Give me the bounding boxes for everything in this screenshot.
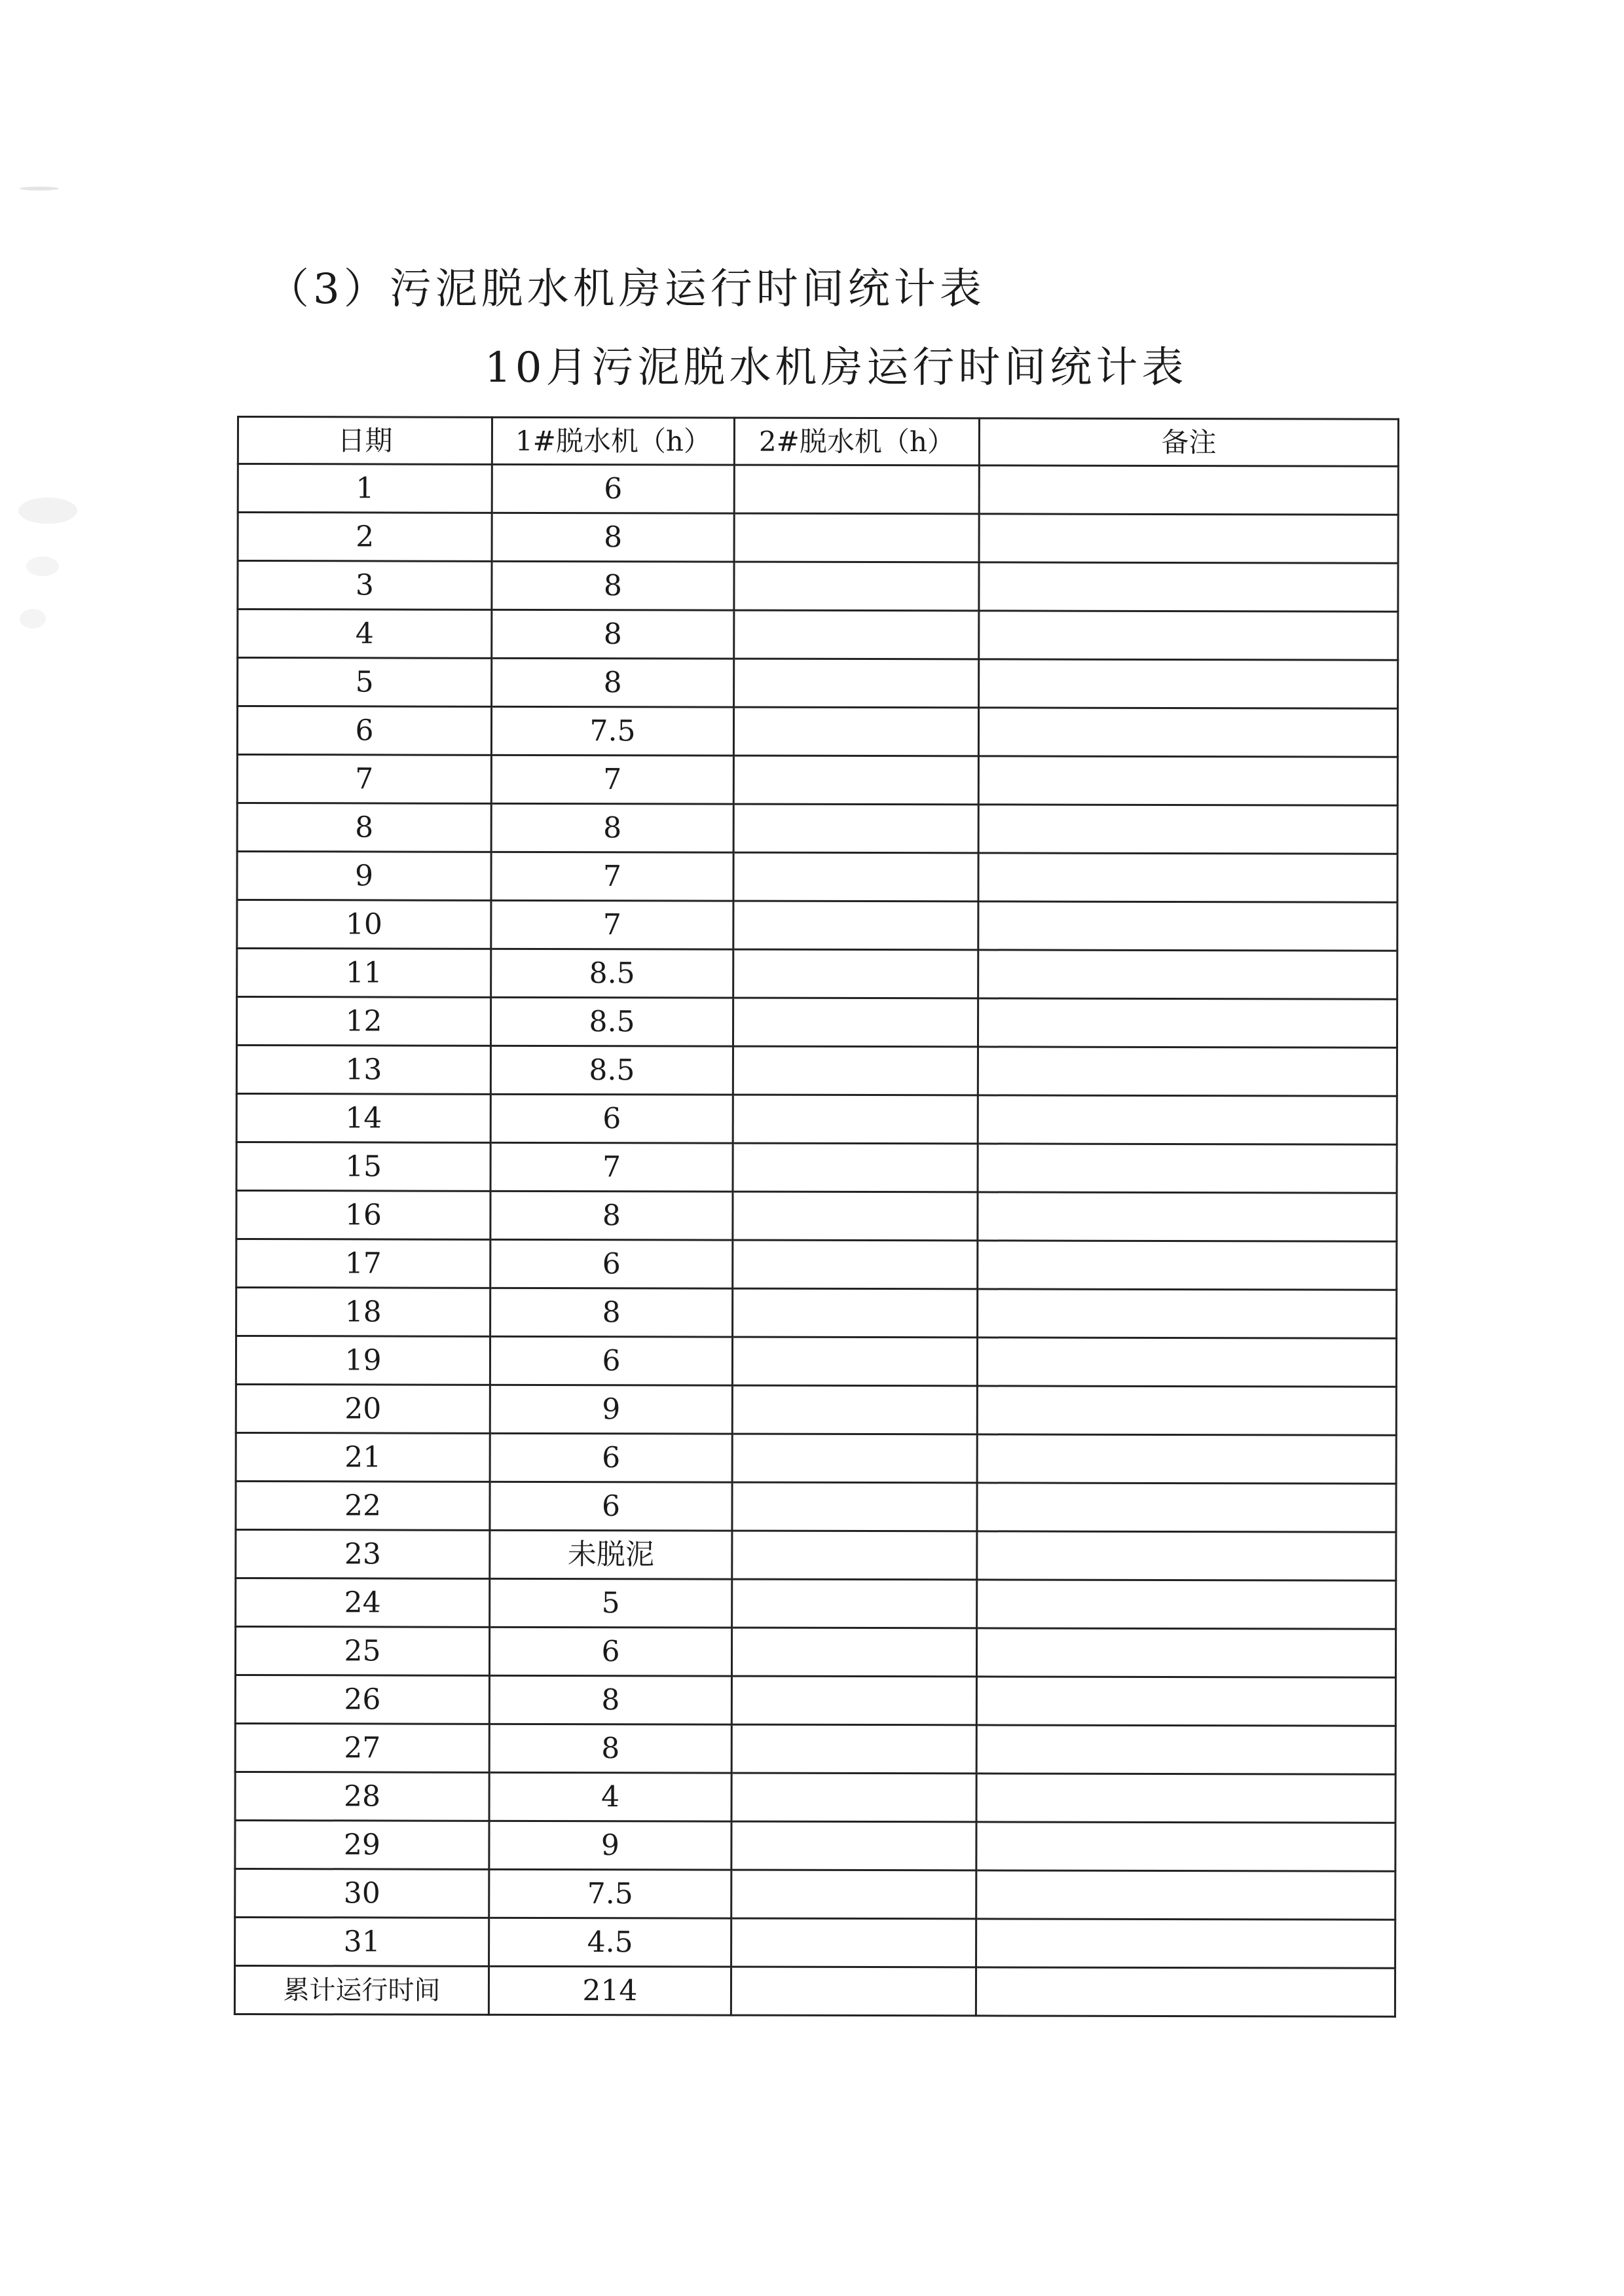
cell-machine-2 xyxy=(732,1482,977,1531)
cell-machine-2 xyxy=(733,998,978,1047)
cell-machine-2 xyxy=(733,949,978,998)
cell-note xyxy=(978,950,1397,999)
cell-note xyxy=(978,805,1397,854)
cell-machine-1: 7.5 xyxy=(489,1869,731,1918)
cell-machine-1: 6 xyxy=(490,1239,733,1288)
header-machine-1: 1#脱水机（h） xyxy=(492,417,734,465)
table-row xyxy=(237,949,1397,1000)
cell-date: 28 xyxy=(235,1772,489,1821)
table-row xyxy=(238,513,1398,564)
cell-machine-1: 6 xyxy=(492,464,734,513)
cell-machine-2 xyxy=(733,756,978,805)
cell-date: 8 xyxy=(237,803,491,852)
cell-note xyxy=(979,514,1398,563)
cell-note xyxy=(977,1483,1396,1532)
table-row xyxy=(235,1820,1395,1871)
table-row xyxy=(238,610,1398,661)
cell-machine-1: 8 xyxy=(492,513,734,562)
cell-machine-1: 8 xyxy=(489,1724,731,1773)
cell-machine-1: 7 xyxy=(491,900,733,949)
table-row xyxy=(236,997,1397,1048)
table-row xyxy=(236,1432,1396,1484)
table-row xyxy=(236,1578,1396,1629)
cell-machine-2 xyxy=(734,610,979,659)
cell-machine-1: 7 xyxy=(491,755,733,804)
scan-speck xyxy=(18,498,77,524)
table-row xyxy=(236,1191,1397,1242)
cell-note xyxy=(979,465,1398,515)
cell-machine-1: 4 xyxy=(489,1772,731,1821)
cell-machine-2 xyxy=(732,1385,977,1434)
cell-date: 27 xyxy=(235,1723,489,1772)
cell-machine-1: 6 xyxy=(490,1336,732,1385)
cell-machine-1: 9 xyxy=(490,1385,732,1434)
cell-note xyxy=(976,1774,1395,1823)
cell-machine-2 xyxy=(731,1628,976,1677)
table-title: 10月污泥脱水机房运行时间统计表 xyxy=(485,344,1188,392)
cell-note xyxy=(976,1870,1395,1920)
table-row xyxy=(237,706,1397,757)
cell-date: 3 xyxy=(238,561,492,610)
cell-machine-2 xyxy=(733,1192,978,1241)
cell-machine-2 xyxy=(734,562,979,611)
cell-machine-2 xyxy=(731,1773,976,1822)
cell-date: 1 xyxy=(238,464,492,513)
table-row xyxy=(236,1239,1397,1290)
table-row xyxy=(236,1481,1396,1532)
cell-machine-2 xyxy=(733,1240,978,1289)
cell-note xyxy=(979,659,1398,708)
cell-machine-1: 8.5 xyxy=(491,949,733,998)
table-row xyxy=(235,1772,1395,1823)
table-row xyxy=(236,1046,1397,1097)
cell-note xyxy=(978,1289,1397,1338)
cell-note xyxy=(977,1580,1396,1629)
cell-machine-2 xyxy=(731,1724,976,1774)
cell-date: 9 xyxy=(237,852,491,901)
header-machine-2: 2#脱水机（h） xyxy=(734,418,979,465)
cell-note xyxy=(979,562,1398,611)
cell-machine-1: 6 xyxy=(490,1094,733,1143)
cell-machine-2 xyxy=(733,804,978,853)
cell-machine-2 xyxy=(733,1046,978,1095)
table-row xyxy=(236,1336,1396,1387)
cell-note xyxy=(976,1725,1395,1774)
cell-date: 10 xyxy=(237,900,491,949)
header-date: 日期 xyxy=(238,417,492,465)
cell-date: 16 xyxy=(236,1191,490,1240)
cell-date: 2 xyxy=(238,513,492,562)
cell-date: 24 xyxy=(236,1578,490,1627)
cell-machine-2 xyxy=(731,1821,976,1870)
cell-machine-1: 8.5 xyxy=(490,997,733,1046)
cell-machine-2 xyxy=(732,1337,977,1386)
cell-machine-2 xyxy=(734,465,979,514)
table-header-row xyxy=(238,417,1398,467)
cell-machine-2 xyxy=(733,852,978,902)
cell-machine-1: 8 xyxy=(490,1288,733,1337)
cell-date: 6 xyxy=(237,706,491,756)
cell-date: 15 xyxy=(236,1142,490,1192)
cell-date: 19 xyxy=(236,1336,490,1385)
cell-machine-2 xyxy=(732,1579,977,1628)
table-body xyxy=(235,464,1399,1969)
table-row xyxy=(235,1917,1395,1968)
cell-date: 22 xyxy=(236,1481,490,1530)
cell-note xyxy=(977,1531,1396,1580)
total-note xyxy=(976,1967,1395,2016)
cell-machine-2 xyxy=(733,707,978,756)
total-row xyxy=(234,1965,1395,2016)
cell-machine-1: 8 xyxy=(492,610,734,659)
cell-note xyxy=(978,756,1397,805)
total-machine-2 xyxy=(731,1967,976,2016)
table-row xyxy=(238,464,1398,515)
cell-machine-1: 未脱泥 xyxy=(490,1530,732,1579)
cell-machine-2 xyxy=(731,1918,976,1967)
cell-note xyxy=(979,611,1398,660)
cell-date: 30 xyxy=(235,1868,489,1918)
table-row xyxy=(236,1142,1397,1194)
cell-note xyxy=(977,1434,1396,1484)
table-row xyxy=(235,1675,1395,1726)
scan-speck xyxy=(20,609,46,629)
cell-note xyxy=(978,708,1397,757)
table-row xyxy=(238,561,1398,612)
cell-machine-1: 7 xyxy=(490,1142,733,1192)
cell-note xyxy=(978,1095,1397,1144)
table-row xyxy=(237,803,1397,854)
cell-machine-2 xyxy=(731,1676,976,1725)
cell-date: 20 xyxy=(236,1385,490,1434)
cell-note xyxy=(976,1677,1395,1726)
cell-note xyxy=(978,998,1397,1048)
cell-date: 7 xyxy=(237,755,491,804)
table-row xyxy=(237,755,1397,806)
table-row xyxy=(236,1094,1397,1145)
cell-machine-2 xyxy=(732,1531,977,1580)
cell-note xyxy=(978,1192,1397,1241)
cell-note xyxy=(978,1241,1397,1290)
table-row xyxy=(235,1626,1395,1677)
cell-note xyxy=(977,1386,1396,1435)
cell-note xyxy=(976,1822,1395,1871)
total-label: 累计运行时间 xyxy=(234,1965,489,2014)
cell-machine-2 xyxy=(733,1288,978,1338)
cell-note xyxy=(978,902,1397,951)
total-machine-1: 214 xyxy=(489,1966,731,2015)
cell-note xyxy=(976,1628,1395,1677)
cell-date: 25 xyxy=(235,1626,489,1675)
cell-date: 31 xyxy=(235,1917,489,1966)
section-heading: （3）污泥脱水机房运行时间统计表 xyxy=(267,265,986,314)
cell-machine-2 xyxy=(734,659,979,708)
cell-date: 13 xyxy=(236,1046,490,1095)
table-row xyxy=(237,852,1397,903)
table-row xyxy=(236,1529,1396,1580)
table-row xyxy=(236,1385,1396,1436)
cell-note xyxy=(976,1919,1395,1968)
cell-machine-1: 7 xyxy=(491,852,733,901)
cell-date: 29 xyxy=(235,1820,489,1869)
cell-date: 23 xyxy=(236,1529,490,1578)
cell-machine-1: 8 xyxy=(492,658,734,707)
cell-date: 26 xyxy=(235,1675,489,1724)
table-row xyxy=(235,1723,1395,1774)
cell-date: 4 xyxy=(238,610,492,659)
cell-machine-2 xyxy=(733,1095,978,1144)
cell-machine-2 xyxy=(733,901,978,950)
cell-note xyxy=(978,853,1397,902)
cell-machine-1: 8 xyxy=(491,803,733,852)
table-row xyxy=(238,658,1398,709)
cell-note xyxy=(978,1144,1397,1193)
cell-machine-1: 8.5 xyxy=(490,1046,733,1095)
scan-speck xyxy=(26,556,59,576)
cell-date: 17 xyxy=(236,1239,490,1288)
cell-machine-1: 8 xyxy=(489,1675,731,1724)
cell-date: 12 xyxy=(236,997,490,1046)
cell-machine-1: 7.5 xyxy=(491,706,733,756)
cell-date: 5 xyxy=(238,658,492,707)
cell-date: 21 xyxy=(236,1432,490,1482)
cell-date: 11 xyxy=(237,949,491,998)
cell-machine-1: 9 xyxy=(489,1821,731,1870)
cell-date: 14 xyxy=(236,1094,490,1143)
cell-date: 18 xyxy=(236,1288,490,1337)
table-row xyxy=(235,1868,1395,1920)
cell-machine-1: 6 xyxy=(489,1627,731,1676)
cell-machine-1: 8 xyxy=(492,561,734,610)
cell-machine-1: 8 xyxy=(490,1191,733,1240)
cell-machine-1: 5 xyxy=(490,1578,732,1628)
header-note: 备注 xyxy=(979,418,1398,466)
cell-machine-2 xyxy=(731,1870,976,1919)
table-row xyxy=(237,900,1397,951)
cell-machine-2 xyxy=(732,1434,977,1483)
scan-speck xyxy=(20,187,59,191)
cell-machine-2 xyxy=(734,513,979,562)
cell-machine-2 xyxy=(733,1143,978,1192)
cell-note xyxy=(977,1338,1396,1387)
cell-machine-1: 4.5 xyxy=(489,1918,731,1967)
cell-machine-1: 6 xyxy=(490,1482,732,1531)
cell-machine-1: 6 xyxy=(490,1433,732,1482)
runtime-stats-table xyxy=(234,416,1399,2018)
table-row xyxy=(236,1288,1397,1339)
cell-note xyxy=(978,1047,1397,1096)
